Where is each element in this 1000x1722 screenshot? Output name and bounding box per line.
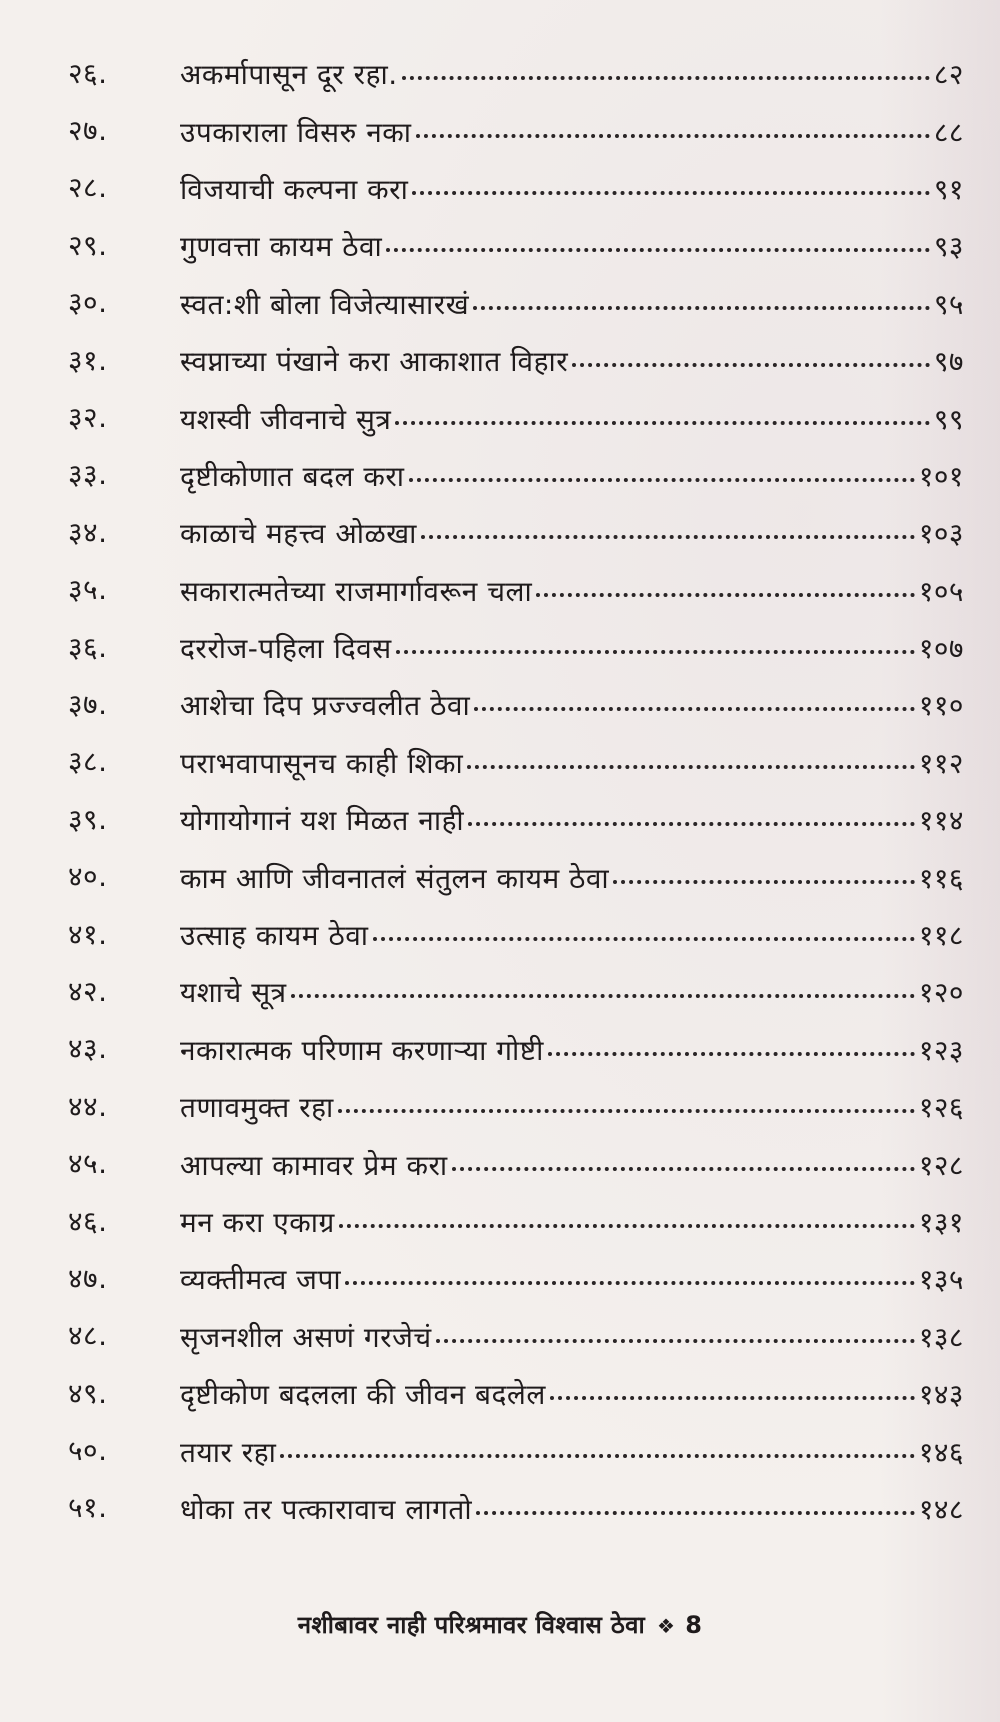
entry-number: ५१. — [68, 1491, 108, 1525]
toc-entry — [0, 1421, 1000, 1478]
toc-entry — [0, 331, 1000, 388]
entry-page-number: ९५ — [933, 287, 964, 321]
toc-entry — [0, 1249, 1000, 1306]
entry-number: २७. — [68, 114, 108, 148]
entry-page-number: १०७ — [918, 632, 964, 666]
dot-leader — [550, 1368, 915, 1400]
toc-entry — [0, 847, 1000, 904]
toc-entry — [0, 733, 1000, 790]
dot-leader — [386, 220, 930, 252]
dot-leader — [402, 48, 930, 80]
dot-leader — [421, 507, 915, 539]
entry-page-number: ८२ — [933, 58, 964, 92]
entry-page-number: १२६ — [918, 1091, 964, 1125]
toc-entry — [0, 1077, 1000, 1134]
dot-leader — [476, 1483, 915, 1515]
dot-leader — [395, 393, 930, 425]
toc-entry — [0, 790, 1000, 847]
entry-number: ३२. — [68, 401, 108, 435]
entry-title: सृजनशील असणं गरजेचं — [180, 1320, 432, 1354]
entry-title: दररोज-पहिला दिवस — [180, 632, 392, 666]
entry-page-number: १२० — [918, 976, 964, 1010]
entry-page-number: ११२ — [918, 746, 964, 780]
entry-title: आपल्या कामावर प्रेम करा — [180, 1148, 448, 1182]
toc-entry — [0, 159, 1000, 216]
footer-page-number: 8 — [685, 1611, 703, 1639]
toc-entry — [0, 216, 1000, 273]
entry-page-number: १३५ — [918, 1263, 964, 1297]
dot-leader — [280, 1426, 914, 1458]
entry-number: ३७. — [68, 687, 108, 721]
entry-title: दृष्टीकोण बदलला की जीवन बदलेल — [180, 1378, 546, 1412]
toc-entry — [0, 446, 1000, 503]
entry-page-number: १४३ — [918, 1378, 964, 1412]
toc-entry — [0, 1192, 1000, 1249]
entry-number: ४७. — [68, 1261, 108, 1295]
toc-entry — [0, 675, 1000, 732]
entry-page-number: ९९ — [933, 402, 964, 436]
entry-number: ४३. — [68, 1032, 108, 1066]
entry-number: ४८. — [68, 1319, 108, 1353]
toc-entry — [0, 1307, 1000, 1364]
dot-leader — [409, 450, 915, 482]
entry-page-number: १३१ — [918, 1206, 964, 1239]
entry-number: ४०. — [68, 860, 108, 894]
entry-title: तणावमुक्त रहा — [180, 1091, 334, 1125]
page-footer — [0, 1608, 1000, 1641]
entry-number: २६. — [68, 56, 108, 90]
table-of-contents — [0, 44, 1000, 1536]
entry-title: मन करा एकाग्र — [180, 1206, 335, 1239]
dot-leader — [436, 1311, 915, 1343]
entry-title: धोका तर पत्कारावाच लागतो — [180, 1492, 473, 1526]
entry-number: ४९. — [68, 1376, 108, 1410]
entry-number: ३३. — [68, 458, 108, 492]
dot-leader — [345, 1253, 915, 1285]
entry-page-number: १२३ — [918, 1033, 964, 1067]
entry-number: ३४. — [68, 515, 108, 549]
toc-entry — [0, 618, 1000, 675]
dot-leader — [613, 852, 915, 884]
entry-title: काम आणि जीवनातलं संतुलन कायम ठेवा — [180, 861, 610, 895]
entry-title: यशाचे सूत्र — [180, 976, 287, 1010]
toc-entry — [0, 561, 1000, 618]
entry-title: अकर्मापासून दूर रहा. — [180, 58, 398, 92]
entry-number: ३९. — [68, 802, 108, 836]
diamond-ornament-icon: ❖ — [656, 1614, 676, 1638]
entry-page-number: ११८ — [918, 919, 964, 953]
dot-leader — [373, 909, 915, 941]
toc-entry — [0, 503, 1000, 560]
dot-leader — [536, 565, 915, 597]
entry-title: उत्साह कायम ठेवा — [180, 919, 369, 953]
entry-number: ३५. — [68, 573, 108, 607]
entry-number: ३१. — [68, 343, 108, 377]
footer-book-title: नशीबावर नाही परिश्रमावर विश्वास ठेवा — [297, 1611, 645, 1639]
entry-title: गुणवत्ता कायम ठेवा — [180, 230, 383, 264]
entry-page-number: ११० — [918, 689, 964, 723]
toc-entry — [0, 101, 1000, 158]
dot-leader — [396, 622, 915, 654]
entry-title: सकारात्मतेच्या राजमार्गावरून चला — [180, 574, 533, 608]
entry-title: स्वत:शी बोला विजेत्यासारखं — [180, 287, 470, 321]
entry-number: ४५. — [68, 1147, 108, 1181]
entry-number: ४१. — [68, 917, 108, 951]
entry-number: ३०. — [68, 286, 108, 320]
dot-leader — [416, 106, 930, 138]
dot-leader — [468, 794, 915, 826]
entry-page-number: १४८ — [918, 1492, 964, 1526]
entry-number: ४२. — [68, 974, 108, 1008]
entry-number: २८. — [68, 171, 108, 205]
entry-number: २९. — [68, 228, 108, 262]
entry-page-number: ८८ — [933, 115, 964, 149]
entry-page-number: ९७ — [933, 345, 964, 379]
entry-page-number: १०३ — [918, 517, 964, 551]
entry-title: उपकाराला विसरु नका — [180, 115, 412, 149]
toc-entry — [0, 905, 1000, 962]
entry-number: ३८. — [68, 745, 108, 779]
toc-entry — [0, 1134, 1000, 1191]
entry-title: व्यक्तीमत्व जपा — [180, 1263, 342, 1297]
entry-page-number: ९३ — [933, 230, 964, 264]
entry-page-number: १२८ — [918, 1148, 964, 1182]
entry-page-number: १४६ — [918, 1435, 964, 1469]
toc-entry — [0, 44, 1000, 101]
entry-title: विजयाची कल्पना करा — [180, 172, 409, 206]
dot-leader — [412, 163, 930, 195]
dot-leader — [291, 966, 915, 998]
entry-title: आशेचा दिप प्रज्ज्वलीत ठेवा — [180, 689, 471, 723]
dot-leader — [338, 1081, 915, 1113]
entry-number: ३६. — [68, 630, 108, 664]
toc-entry — [0, 962, 1000, 1019]
entry-title: स्वप्नाच्या पंखाने करा आकाशात विहार — [180, 345, 569, 379]
entry-page-number: १३८ — [918, 1320, 964, 1354]
entry-page-number: १०५ — [918, 574, 964, 608]
entry-title: काळाचे महत्त्व ओळखा — [180, 517, 417, 551]
entry-page-number: १०१ — [918, 459, 964, 493]
entry-title: यशस्वी जीवनाचे सुत्र — [180, 402, 392, 436]
entry-title: योगायोगानं यश मिळत नाही — [180, 804, 465, 838]
entry-page-number: ९१ — [933, 172, 964, 206]
dot-leader — [452, 1139, 915, 1171]
toc-entry — [0, 1479, 1000, 1536]
dot-leader — [572, 335, 930, 367]
entry-page-number: ११४ — [918, 804, 964, 838]
dot-leader — [467, 737, 915, 769]
dot-leader — [339, 1196, 915, 1228]
dot-leader — [548, 1024, 915, 1056]
entry-page-number: ११६ — [918, 861, 964, 895]
toc-entry — [0, 388, 1000, 445]
entry-title: नकारात्मक परिणाम करणाऱ्या गोष्टी — [180, 1033, 544, 1067]
dot-leader — [473, 278, 930, 310]
entry-number: ४४. — [68, 1089, 108, 1123]
toc-entry — [0, 274, 1000, 331]
entry-title: पराभवापासूनच काही शिका — [180, 746, 464, 780]
dot-leader — [474, 679, 915, 711]
entry-number: ५०. — [68, 1434, 108, 1468]
toc-entry — [0, 1020, 1000, 1077]
entry-number: ४६. — [68, 1204, 108, 1238]
entry-title: तयार रहा — [180, 1435, 277, 1469]
entry-title: दृष्टीकोणात बदल करा — [180, 459, 405, 493]
toc-entry — [0, 1364, 1000, 1421]
